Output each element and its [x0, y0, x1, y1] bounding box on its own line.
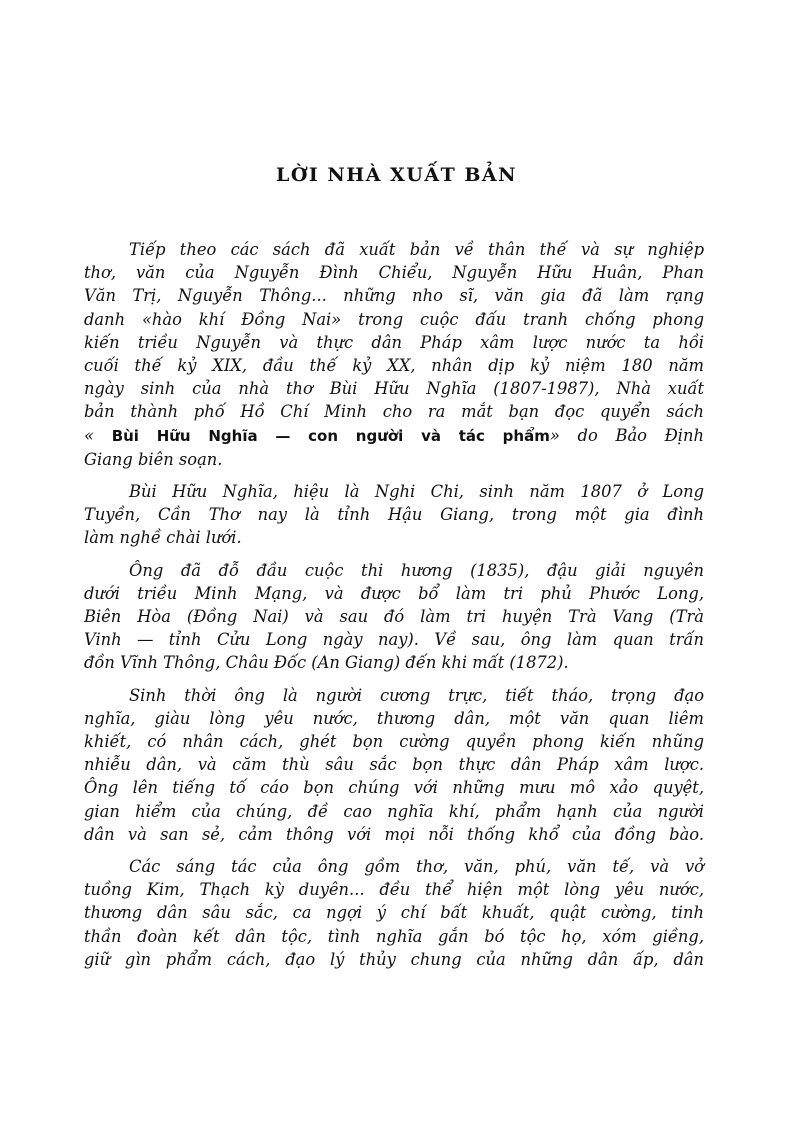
text-line: Ông lên tiếng tố cáo bọn chúng với những mưu mô xảo quyệt, — [84, 778, 704, 798]
text-line: Giang biên soạn. — [84, 449, 223, 469]
paragraph-4 — [84, 684, 704, 846]
quote-open: « — [84, 425, 94, 445]
text-line: bản thành phố Hồ Chí Minh cho ra mắt bạn đọc quyển sách — [84, 402, 704, 422]
text-line: Ông đã đỗ đầu cuộc thi hương (1835), đậu giải nguyên — [129, 560, 704, 580]
text-line: thần đoàn kết dân tộc, tình nghĩa gắn bó tộc họ, xóm giềng, — [84, 926, 704, 946]
paragraph-2 — [84, 480, 704, 550]
text-line: gian hiểm của chúng, đề cao nghĩa khí, phẩm hạnh của người — [84, 801, 704, 821]
text-line: Bùi Hữu Nghĩa, hiệu là Nghi Chi, sinh năm 1807 ở Long — [129, 482, 704, 502]
text-line: Văn Trị, Nguyễn Thông... những nho sĩ, văn gia đã làm rạng — [84, 286, 704, 306]
text-line: Vinh — tỉnh Cửu Long ngày nay). Về sau, ông làm quan trấn — [84, 630, 704, 650]
text-line: Các sáng tác của ông gồm thơ, văn, phú, văn tế, và vở — [129, 857, 704, 877]
paragraph-1 — [84, 238, 704, 471]
text-line: đồn Vĩnh Thông, Châu Đốc (An Giang) đến khi mất (1872). — [84, 653, 569, 673]
text-line: Tuyền, Cần Thơ nay là tỉnh Hậu Giang, trong một gia đình — [84, 505, 704, 525]
book-line-suffix: » do Bảo Định — [549, 425, 704, 445]
text-line: giữ gìn phẩm cách, đạo lý thủy chung của những dân ấp, dân — [84, 949, 704, 969]
text-line: Sinh thời ông là người cương trực, tiết tháo, trọng đạo — [129, 685, 704, 705]
text-line: làm nghề chài lưới. — [84, 528, 242, 548]
text-line: dân và san sẻ, cảm thông với mọi nỗi thống khổ của đồng bào. — [84, 824, 704, 844]
text-line: kiến triều Nguyễn và thực dân Pháp xâm lược nước ta hồi — [84, 332, 704, 352]
text-line: Biên Hòa (Đồng Nai) và sau đó làm tri huyện Trà Vang (Trà — [84, 607, 704, 627]
paragraph-5 — [84, 855, 704, 971]
text-line: cuối thế kỷ XIX, đầu thế kỷ XX, nhân dịp kỷ niệm 180 năm — [84, 356, 704, 376]
book-title: Bùi Hữu Nghĩa — con người và tác phẩm — [111, 426, 550, 445]
book-title-line — [84, 424, 704, 448]
text-line: Tiếp theo các sách đã xuất bản về thân thế và sự nghiệp — [129, 240, 704, 259]
text-line: thơ, văn của Nguyễn Đình Chiểu, Nguyễn Hữu Huân, Phan — [84, 263, 704, 283]
text-line: dưới triều Minh Mạng, và được bổ làm tri phủ Phước Long, — [84, 583, 704, 603]
text-line: khiết, có nhân cách, ghét bọn cường quyền phong kiến nhũng — [84, 732, 704, 752]
text-line: danh «hào khí Đồng Nai» trong cuộc đấu tranh chống phong — [84, 309, 704, 329]
body-text — [84, 238, 704, 971]
text-line: ngày sinh của nhà thơ Bùi Hữu Nghĩa (1807-1987), Nhà xuất — [84, 379, 704, 399]
text-line: nhiễu dân, và căm thù sâu sắc bọn thực dân Pháp xâm lược. — [84, 755, 704, 775]
paragraph-3 — [84, 559, 704, 675]
page-title: LỜI NHÀ XUẤT BẢN — [275, 164, 518, 186]
text-line: thương dân sâu sắc, ca ngợi ý chí bất khuất, quật cường, tinh — [84, 903, 704, 923]
text-line: nghĩa, giàu lòng yêu nước, thương dân, một văn quan liêm — [84, 708, 704, 728]
text-line: tuồng Kim, Thạch kỳ duyên... đều thể hiện một lòng yêu nước, — [84, 880, 704, 900]
